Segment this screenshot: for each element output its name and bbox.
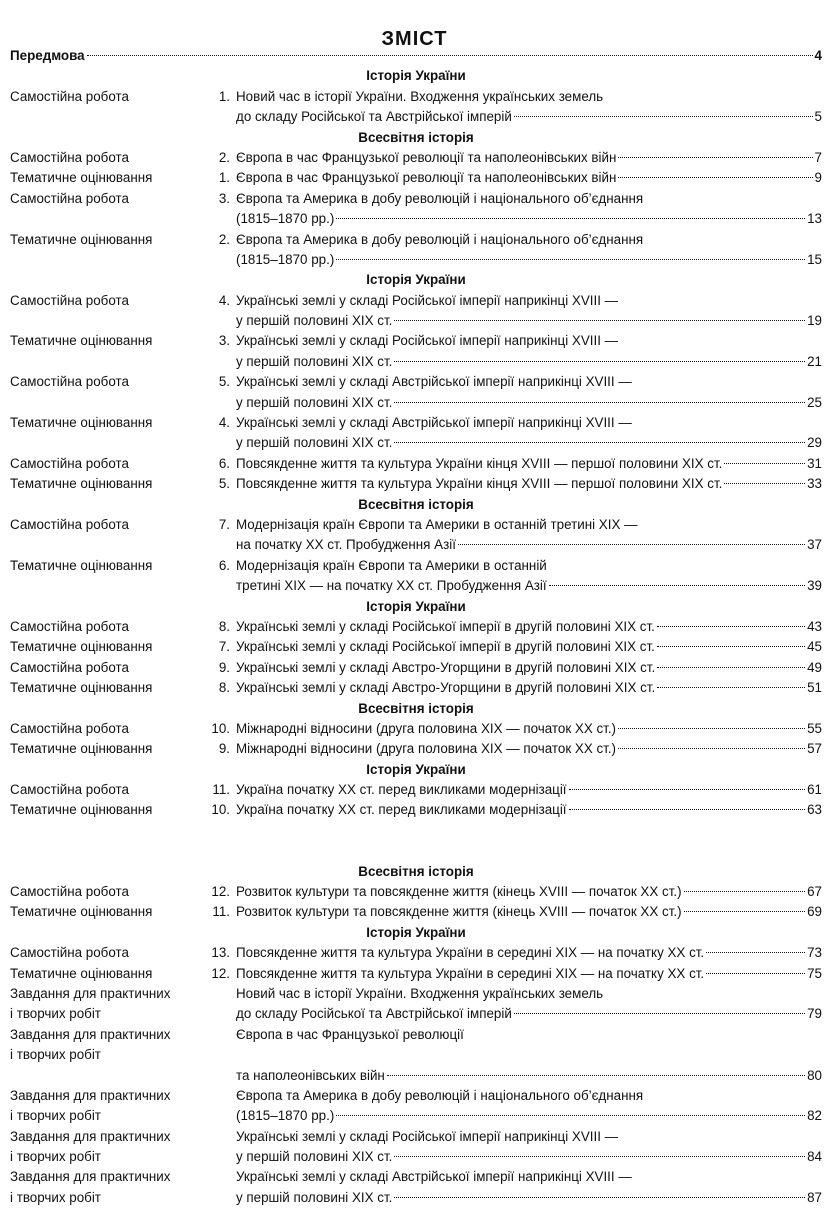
toc-entry-line[interactable] [10,943,822,963]
entry-number: 7. [218,516,230,532]
entry-title-text: Повсякденне життя та культура України в середині XIX — на початку XX ст. [236,945,705,961]
entry-number: 6. [218,455,230,471]
entry-type-label: Завдання для практичних [10,1087,171,1103]
page-number: 79 [807,1006,822,1022]
entry-type-label: Самостійна робота [10,618,129,634]
entry-title-line [236,1066,822,1086]
entry-type-label: і творчих робіт [10,1108,101,1124]
entry-title-line [236,535,822,555]
toc-entry-line[interactable] [10,168,822,188]
entry-title-text: у першій половині XIX ст. [236,1189,393,1205]
page-number: 43 [807,618,822,634]
dot-leader [706,952,805,953]
section-heading: Всесвітня історія [358,863,474,879]
toc-entry-line[interactable] [10,739,822,759]
toc-entry-line[interactable] [10,189,822,209]
entry-title-text: Європа в час Французької революції [236,1026,464,1042]
page-title: ЗМІСТ [381,28,448,50]
entry-title-line [236,311,822,331]
section-heading: Історія України [366,272,466,288]
entry-title-text: до складу Російської та Австрійської імперій [236,109,512,125]
entry-number: 11. [212,904,230,920]
toc-entry-line[interactable] [10,617,822,637]
entry-title-line [236,352,822,372]
entry-type-label: Тематичне оцінювання [10,639,153,655]
entry-title-text: Повсякденне життя та культура України кінця XVIII — першої половини XIX ст. [236,476,723,492]
dot-leader [657,667,805,668]
page-number: 57 [807,741,822,757]
entry-title-line [236,882,822,902]
toc-entry-line[interactable] [10,413,822,433]
dot-leader [657,626,805,627]
entry-type-label: Самостійна робота [10,720,129,736]
entry-number: 3. [218,190,230,206]
page-number: 15 [807,251,822,267]
entry-number: 9. [218,659,230,675]
entry-title-line [10,46,822,66]
toc-entry-line[interactable] [10,1167,822,1187]
toc-entry-line[interactable] [10,250,822,270]
entry-title-text: на початку XX ст. Пробудження Азії [236,537,456,553]
page-number: 73 [807,945,822,961]
toc-entry-line[interactable] [10,576,822,596]
entry-title-text: Українські землі у складі Російської імперії наприкінці XVIII — [236,1128,619,1144]
entry-type-label: Самостійна робота [10,659,129,675]
entry-title-text: Європа та Америка в добу революцій і національного об’єднання [236,231,644,247]
entry-type-label: Тематичне оцінювання [10,557,153,573]
entry-title-text: у першій половині XIX ст. [236,313,393,329]
entry-title-text: Українські землі у складі Російської імперії в другій половині XIX ст. [236,639,655,655]
page-number: 4 [814,48,822,63]
entry-title-text: Повсякденне життя та культура України в середині XIX — на початку XX ст. [236,965,705,981]
entry-title-text: Розвиток культури та повсякденне життя (кінець XVIII — початок XX ст.) [236,904,682,920]
page-number: 67 [807,884,822,900]
entry-number: 5. [218,374,230,390]
entry-type-label: Самостійна робота [10,292,129,308]
page-number: 21 [807,353,822,369]
toc-entry-line[interactable] [10,515,822,535]
entry-title-text: (1815–1870 рр.) [236,251,335,267]
entry-number: 2. [218,231,230,247]
entry-title-text: Новий час в історії України. Входження українських земель [236,88,604,104]
page-number: 84 [807,1149,822,1165]
entry-title-line [236,902,822,922]
entry-title-line [236,719,822,739]
page-number: 5 [814,109,822,125]
toc-entry-line[interactable] [10,678,822,698]
toc-entry-line[interactable] [10,372,822,392]
entry-title-line [236,454,822,474]
dot-leader [394,320,805,321]
entry-title-text: Українські землі у складі Австро-Угорщини в другій половині XIX ст. [236,659,656,675]
toc-entry-line[interactable] [10,209,822,229]
toc-entry-line[interactable] [10,433,822,453]
entry-title-text: Міжнародні відносини (друга половина XIX — початок XX ст.) [236,720,617,736]
entry-title-text: у першій половині XIX ст. [236,435,393,451]
dot-leader [657,646,805,647]
toc-entry-line[interactable] [10,1066,822,1086]
entry-type-label: і творчих робіт [10,1047,101,1063]
entry-title-line [236,168,822,188]
entry-title-line [236,1188,822,1208]
page-number: 51 [807,680,822,696]
entry-number: 12. [211,884,230,900]
entry-type-label: Тематичне оцінювання [10,965,153,981]
toc-entry-line[interactable] [10,87,822,107]
toc-entry-line[interactable] [10,1025,822,1045]
table-of-contents [10,46,822,1208]
page-number: 7 [814,149,822,165]
entry-type-label: Тематичне оцінювання [10,904,153,920]
page-number: 33 [807,476,822,492]
entry-title-text: Європа та Америка в добу революцій і національного об’єднання [236,190,644,206]
entry-title-line [236,964,822,984]
dot-leader [569,809,806,810]
entry-title-line [236,943,822,963]
entry-type-label: Тематичне оцінювання [10,476,153,492]
dot-leader [549,585,805,586]
entry-number: 5. [218,476,230,492]
page-number: 39 [807,578,822,594]
entry-title-line [236,474,822,494]
dot-leader [706,973,805,974]
page-number: 61 [807,782,822,798]
toc-entry-line[interactable] [10,107,822,127]
entry-title-line [236,1004,822,1024]
entry-title-text: третині XIX — на початку XX ст. Пробудження Азії [236,578,547,594]
entry-title-text: Українські землі у складі Російської імперії в другій половині XIX ст. [236,618,655,634]
toc-entry-line[interactable] [10,393,822,413]
entry-number: 4. [218,292,230,308]
dot-leader [394,402,805,403]
entry-type-label: Самостійна робота [10,149,129,165]
toc-entry-line[interactable] [10,556,822,576]
page-number: 13 [807,211,822,227]
toc-entry-line[interactable] [10,1045,822,1065]
entry-number: 11. [212,782,230,798]
entry-title-line [236,800,822,820]
toc-entry-line[interactable] [10,902,822,922]
dot-leader [724,483,805,484]
entry-title-line [236,637,822,657]
entry-title-text: Міжнародні відносини (друга половина XIX — початок XX ст.) [236,741,617,757]
entry-title-line [236,576,822,596]
entry-number: 10. [211,720,230,736]
entry-title-line [236,250,822,270]
dot-leader [657,687,805,688]
dot-leader [514,1013,805,1014]
dot-leader [724,463,805,464]
page-number: 80 [807,1067,822,1083]
entry-title-text: (1815–1870 рр.) [236,1108,335,1124]
entry-type-label: Тематичне оцінювання [10,741,153,757]
entry-title-line [236,148,822,168]
page-number: 49 [807,659,822,675]
dot-leader [87,55,813,56]
spacer [10,821,822,841]
toc-entry-line[interactable] [10,311,822,331]
entry-type-label: Завдання для практичних [10,1169,171,1185]
toc-entry-line[interactable] [10,230,822,250]
entry-number: 10. [211,802,230,818]
section-heading: Всесвітня історія [358,129,474,145]
entry-title-line [236,780,822,800]
entry-title-text: Розвиток культури та повсякденне життя (кінець XVIII — початок XX ст.) [236,884,682,900]
entry-title-line [236,1106,822,1126]
page-number: 31 [807,455,822,471]
section-heading: Історія України [366,761,466,777]
page-number: 37 [807,537,822,553]
page-number: 19 [807,313,822,329]
entry-title-text: Модернізація країн Європи та Америки в останній третині XIX — [236,516,638,532]
entry-title-text: Європа в час Французької революції та наполеонівських війн [236,149,617,165]
toc-entry-line[interactable] [10,1004,822,1024]
page-number: 82 [807,1108,822,1124]
dot-leader [336,1115,805,1116]
entry-type-label: Самостійна робота [10,945,129,961]
entry-title-line [236,107,822,127]
entry-title-text: Українські землі у складі Російської імперії наприкінці XVIII — [236,292,619,308]
entry-number: 8. [218,680,230,696]
toc-entry-line[interactable] [10,1086,822,1106]
toc-entry-line[interactable] [10,474,822,494]
entry-title-text: до складу Російської та Австрійської імперій [236,1006,512,1022]
toc-entry-line[interactable] [10,984,822,1004]
dot-leader [336,218,805,219]
entry-number: 7. [218,639,230,655]
page-number: 75 [807,965,822,981]
toc-entry-line[interactable] [10,964,822,984]
entry-number: 8. [218,618,230,634]
entry-title-text: Європа та Америка в добу революцій і національного об’єднання [236,1087,644,1103]
entry-title-text: Повсякденне життя та культура України кінця XVIII — першої половини XIX ст. [236,455,723,471]
entry-type-label: Тематичне оцінювання [10,802,153,818]
entry-title-line [236,617,822,637]
dot-leader [618,177,812,178]
toc-entry-line[interactable] [10,535,822,555]
entry-title-line [236,1147,822,1167]
dot-leader [684,891,806,892]
entry-type-label: Самостійна робота [10,782,129,798]
entry-type-label: Завдання для практичних [10,1026,171,1042]
entry-type-label: Самостійна робота [10,190,129,206]
entry-type-label: Тематичне оцінювання [10,231,153,247]
dot-leader [458,544,805,545]
entry-type-label: Самостійна робота [10,374,129,390]
entry-number: 13. [211,945,230,961]
entry-title-text: у першій половині XIX ст. [236,1149,393,1165]
page-number: 29 [807,435,822,451]
dot-leader [387,1075,805,1076]
entry-title-text: Європа в час Французької революції та наполеонівських війн [236,170,617,186]
page-number: 55 [807,720,822,736]
entry-title-text: Модернізація країн Європи та Америки в останній [236,557,547,573]
toc-entry-line[interactable] [10,1188,822,1208]
entry-type-label: Самостійна робота [10,884,129,900]
section-heading: Історія України [366,924,466,940]
entry-type-label: Тематичне оцінювання [10,415,153,431]
spacer [10,841,822,861]
toc-entry-line[interactable] [10,637,822,657]
entry-type-label: Самостійна робота [10,455,129,471]
entry-number: 9. [218,741,230,757]
dot-leader [394,1197,805,1198]
toc-entry-line[interactable] [10,780,822,800]
entry-title-text: у першій половині XIX ст. [236,394,393,410]
entry-number: 2. [218,149,230,165]
entry-type-label: Завдання для практичних [10,1128,171,1144]
entry-title-text: Новий час в історії України. Входження українських земель [236,985,604,1001]
page-number: 63 [807,802,822,818]
toc-entry-line[interactable] [10,882,822,902]
toc-entry-line[interactable] [10,1127,822,1147]
dot-leader [569,789,806,790]
entry-title-text: та наполеонівських війн [236,1067,385,1083]
toc-entry-line[interactable] [10,1147,822,1167]
entry-type-label: і творчих робіт [10,1006,101,1022]
entry-number: 1. [218,88,230,104]
dot-leader [618,748,805,749]
entry-number: 12. [211,965,230,981]
entry-title-text: у першій половині XIX ст. [236,353,393,369]
entry-title-line [236,658,822,678]
page-number: 9 [814,170,822,186]
toc-entry-line[interactable] [10,454,822,474]
toc-entry-line[interactable] [10,331,822,351]
entry-type-label: і творчих робіт [10,1149,101,1165]
dot-leader [684,911,806,912]
entry-title-line [236,678,822,698]
entry-title-text: Українські землі у складі Австрійської імперії наприкінці XVIII — [236,1169,632,1185]
page-number: 87 [807,1189,822,1205]
dot-leader [394,442,805,443]
entry-type-label: Тематичне оцінювання [10,333,153,349]
entry-title-line [236,433,822,453]
entry-number: 6. [218,557,230,573]
toc-entry-preface[interactable] [10,46,822,66]
entry-title-line [236,739,822,759]
entry-type-label: Тематичне оцінювання [10,680,153,696]
toc-entry-line[interactable] [10,352,822,372]
dot-leader [394,361,805,362]
section-heading: Історія України [366,68,466,84]
entry-title-text: Українські землі у складі Російської імперії наприкінці XVIII — [236,333,619,349]
dot-leader [514,116,813,117]
entry-title-text: Українські землі у складі Австро-Угорщини в другій половині XIX ст. [236,680,656,696]
entry-type-label: Самостійна робота [10,88,129,104]
dot-leader [618,157,812,158]
dot-leader [618,728,805,729]
page-number: 69 [807,904,822,920]
entry-title-text: Україна початку XX ст. перед викликами модернізації [236,802,567,818]
entry-title-text: (1815–1870 рр.) [236,211,335,227]
entry-title-line [236,393,822,413]
entry-type-label: Самостійна робота [10,516,129,532]
entry-title-line [236,209,822,229]
page-number: 45 [807,639,822,655]
entry-number: 4. [218,415,230,431]
entry-title-text: Передмова [10,48,85,63]
entry-title-text: Українські землі у складі Австрійської імперії наприкінці XVIII — [236,415,632,431]
entry-title-text: Українські землі у складі Австрійської імперії наприкінці XVIII — [236,374,632,390]
entry-number: 3. [218,333,230,349]
entry-type-label: і творчих робіт [10,1189,101,1205]
toc-entry-line[interactable] [10,148,822,168]
entry-title-text: Україна початку XX ст. перед викликами модернізації [236,782,567,798]
toc-entry-line[interactable] [10,719,822,739]
dot-leader [394,1156,805,1157]
entry-number: 1. [218,170,230,186]
section-heading: Історія України [366,598,466,614]
entry-type-label: Завдання для практичних [10,985,171,1001]
entry-type-label: Тематичне оцінювання [10,170,153,186]
toc-entry-line[interactable] [10,1106,822,1126]
toc-entry-line[interactable] [10,800,822,820]
section-heading: Всесвітня історія [358,700,474,716]
toc-entry-line[interactable] [10,291,822,311]
section-heading: Всесвітня історія [358,496,474,512]
toc-entry-line[interactable] [10,658,822,678]
dot-leader [336,259,805,260]
page-number: 25 [807,394,822,410]
